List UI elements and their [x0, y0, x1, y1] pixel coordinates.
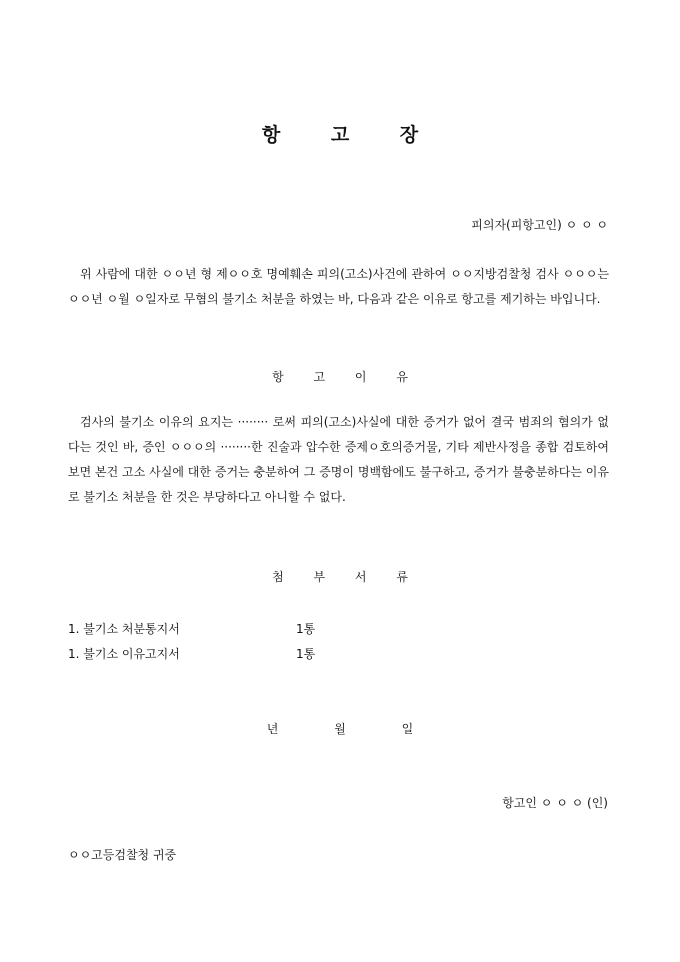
attachment-count: 1통	[296, 647, 316, 661]
attachment-name: 1. 불기소 이유고지서	[68, 647, 180, 661]
attachment-name: 1. 불기소 처분통지서	[68, 622, 180, 636]
appeal-statement-paragraph: 위 사람에 대한 ㅇㅇ년 형 제ㅇㅇ호 명예훼손 피의(고소)사건에 관하여 ㅇㅇ지방검찰청 검사 ㅇㅇㅇ는 ㅇㅇ년 ㅇ월 ㅇ일자로 무혐의 불기소 처분을 하였는 바, 다음과 같은 이유로 항고를 제기하는 바입니다.	[68, 267, 609, 306]
attachment-count: 1통	[296, 622, 316, 636]
date-line: 년 월 일	[266, 722, 440, 736]
document-title: 항 고 장	[261, 124, 441, 146]
attachments-heading: 첨 부 서 류	[272, 570, 421, 584]
reason-paragraph: 검사의 불기소 이유의 요지는 ········ 로써 피의(고소)사실에 대한 증거가 없어 결국 범죄의 혐의가 없다는 것인 바, 증인 ㅇㅇㅇ의 ········한 진술과 압수한 증제ㅇ호의증거물, 기타 제반사정을 종합 검토하여 보면 본건 고소 사실에 대한 증거는 충분하여 그 증명이 명백함에도 불구하고, 증거가 불충분하다는 이유로 불기소 처분을 한 것은 부당하다고 아니할 수 없다.	[68, 415, 609, 504]
reason-heading: 항 고 이 유	[272, 370, 421, 384]
attachment-item	[68, 620, 315, 637]
recipient-line: ㅇㅇ고등검찰청 귀중	[68, 848, 177, 862]
attachment-item	[68, 645, 315, 662]
signer-line: 항고인 ㅇ ㅇ ㅇ (인)	[502, 796, 608, 810]
complainee-line: 피의자(피항고인) ㅇ ㅇ ㅇ	[471, 218, 608, 232]
